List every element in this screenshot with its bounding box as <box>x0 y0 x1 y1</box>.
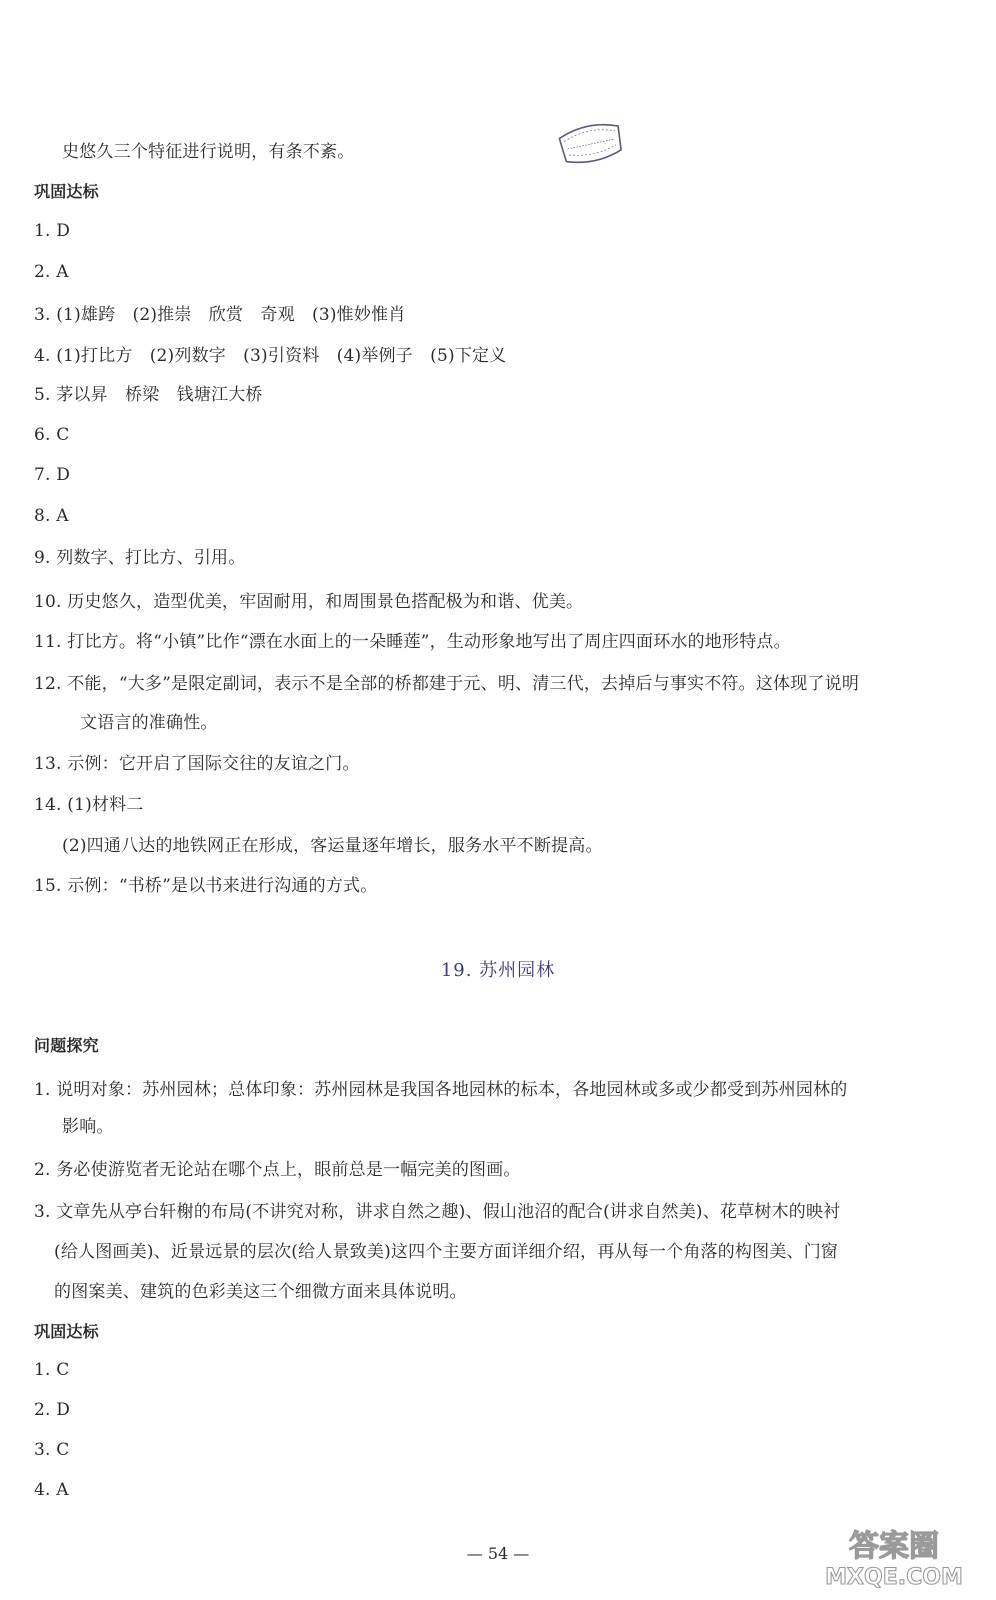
answer-item: 2. A <box>34 262 69 282</box>
answer-item: 10. 历史悠久，造型优美，牢固耐用，和周围景色搭配极为和谐、优美。 <box>34 592 584 612</box>
answer-item: 3. (1)雄跨 (2)推崇 欣赏 奇观 (3)惟妙惟肖 <box>34 305 406 325</box>
answer-item-continued: (给人图画美)、近景远景的层次(给人景致美)这四个主要方面详细介绍，再从每一个角落的构图美、门窗 <box>54 1242 839 1262</box>
answer-item: 1. 说明对象：苏州园林；总体印象：苏州园林是我国各地园林的标本，各地园林或多或少都受到苏州园林的 <box>34 1080 848 1100</box>
answer-item: 4. A <box>34 1480 69 1500</box>
answer-item-continued: 的图案美、建筑的色彩美这三个细微方面来具体说明。 <box>54 1282 467 1302</box>
answer-item: 8. A <box>34 506 69 526</box>
answer-item: 2. 务必使游览者无论站在哪个点上，眼前总是一幅完美的图画。 <box>34 1160 521 1180</box>
answer-item: 12. 不能，“大多”是限定副词，表示不是全部的桥都建于元、明、清三代，去掉后与事实不符。这体现了说明 <box>34 674 860 694</box>
answer-item: 5. 茅以昇 桥梁 钱塘江大桥 <box>34 385 263 405</box>
answer-item: 1. C <box>34 1360 70 1380</box>
section-heading: 问题探究 <box>34 1036 99 1055</box>
answer-item-continued: (2)四通八达的地铁网正在形成，客运量逐年增长，服务水平不断提高。 <box>62 836 603 856</box>
page-number: — 54 — <box>466 1544 530 1563</box>
watermark-logo-icon <box>802 1522 982 1592</box>
answer-item-continued: 影响。 <box>62 1117 114 1137</box>
answer-item: 3. 文章先从亭台轩榭的布局(不讲究对称，讲求自然之趣)、假山池沼的配合(讲求自然美)、花草树木的映衬 <box>34 1202 841 1222</box>
answer-item: 15. 示例：“书桥”是以书来进行沟通的方式。 <box>34 876 378 896</box>
answer-item: 3. C <box>34 1440 70 1460</box>
answer-item: 4. (1)打比方 (2)列数字 (3)引资料 (4)举例子 (5)下定义 <box>34 346 507 366</box>
svg-text:答案圈: 答案圈 <box>849 1529 939 1564</box>
answer-item: 11. 打比方。将“小镇”比作“漂在水面上的一朵睡莲”，生动形象地写出了周庄四面环水的地形特点。 <box>34 632 791 652</box>
lesson-title: 19. 苏州园林 <box>440 960 556 981</box>
answer-item: 9. 列数字、打比方、引用。 <box>34 548 246 568</box>
continued-text: 史悠久三个特征进行说明，有条不紊。 <box>62 142 355 162</box>
answer-item: 2. D <box>34 1400 71 1420</box>
answer-item: 6. C <box>34 425 70 445</box>
svg-text:MXQE.COM: MXQE.COM <box>825 1565 963 1590</box>
answer-item-continued: 文语言的准确性。 <box>80 713 218 733</box>
stamp-icon <box>555 118 627 168</box>
answer-item: 14. (1)材料二 <box>34 795 144 815</box>
answer-item: 1. D <box>34 221 71 241</box>
answer-item: 7. D <box>34 465 71 485</box>
section-heading: 巩固达标 <box>34 182 99 201</box>
section-heading: 巩固达标 <box>34 1322 99 1341</box>
answer-item: 13. 示例：它开启了国际交往的友谊之门。 <box>34 754 360 774</box>
